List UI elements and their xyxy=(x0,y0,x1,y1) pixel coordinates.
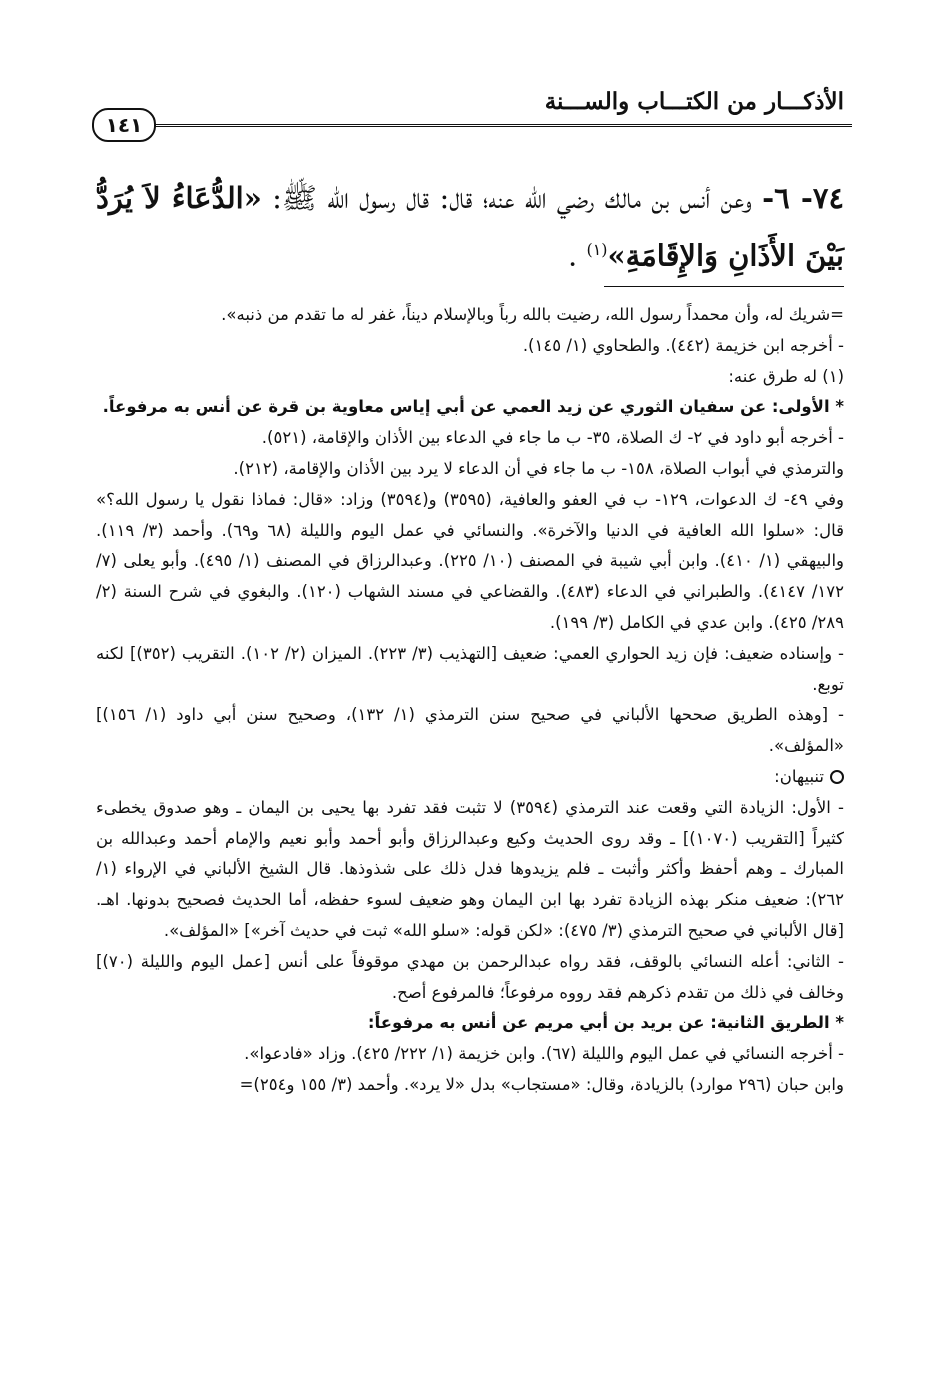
footnote-line: - الأول: الزيادة التي وقعت عند الترمذي (٣٥٩٤) لا تثبت فقد تفرد بها يحيى بن اليمان ـ وهو صدوق يخطىء كثيراً [التقريب (١٠٧٠)] ـ وقد روى الحديث وكيع وعبدالرزاق وأبو أحمد وأبو نعيم والإمام أحمد وعبدالله بن المبارك ـ وهم أحفظ وأكثر وأثبت ـ فلم يزيدوها فدل ذلك على شذوذها. قال الشيخ الألباني في الإرواء (١/ ٢٦٢): ضعيف منكر بهذه الزيادة تفرد بها ابن اليمان وهو ضعيف لسوء حفظه، أما الحديث فصحيح بدونها. اهـ. [قال الألباني في صحيح الترمذي (٣/ ٤٧٥): «لكن قوله: «سلو الله» ثبت في حديث آخر»] «المؤلف». xyxy=(96,797,844,940)
notes-heading: تنبيهان: xyxy=(774,766,824,786)
page-number: ١٤١ xyxy=(92,108,156,142)
footnote-divider xyxy=(604,286,844,287)
footnote-line: - أخرجه النسائي في عمل اليوم والليلة (٦٧). وابن خزيمة (١/ ٢٢٢/ ٤٢٥). وزاد «فادعوا». xyxy=(244,1044,844,1064)
footnote-line: * الطريق الثانية: عن بريد بن أبي مريم عن أنس به مرفوعاً: xyxy=(367,1013,844,1033)
hadith-block xyxy=(96,172,844,282)
footnote-line: وفي ٤٩- ك الدعوات، ١٢٩- ب في العفو والعافية، (٣٥٩٥) و(٣٥٩٤) وزاد: «قال: فماذا نقول يا رسول الله؟» قال: «سلوا الله العافية في الدنيا والآخرة». والنسائي في عمل اليوم والليلة (٦٨ و٦٩). وأحمد (٣/ ١١٩). والبيهقي (١/ ٤١٠). وابن أبي شيبة في المصنف (١٠/ ٢٢٥). وعبدالرزاق في المصنف (١/ ٤٩٥). وأبو يعلى (٧/ ١٧٢/ ٤١٤٧). والطبراني في الدعاء (٤٨٣). والقضاعي في مسند الشهاب (١٢٠). والبغوي في شرح السنة (٢/ ٢٨٩/ ٤٢٥). وابن عدي في الكامل (٣/ ١٩٩). xyxy=(96,489,844,632)
hadith-intro: وعن أنس بن مالك رضي الله عنه؛ قال: قال رسول الله ﷺ: xyxy=(272,181,752,215)
footnote-line: - أخرجه أبو داود في ٢- ك الصلاة، ٣٥- ب ما جاء في الدعاء بين الأذان والإقامة، (٥٢١). xyxy=(261,428,844,448)
footnote-line: وابن حبان (٢٩٦ موارد) بالزيادة، وقال: «مستجاب» بدل «لا يرد». وأحمد (٣/ ١٥٥ و٢٥٤)= xyxy=(239,1074,844,1094)
hadith-end: . xyxy=(568,238,578,273)
footnote-line: والترمذي في أبواب الصلاة، ١٥٨- ب ما جاء في أن الدعاء لا يرد بين الأذان والإقامة، (٢١٢). xyxy=(233,458,844,478)
header-rule xyxy=(154,124,852,127)
page-header xyxy=(92,86,852,146)
footnote-line: - أخرجه ابن خزيمة (٤٤٢). والطحاوي (١/ ١٤٥). xyxy=(522,335,844,355)
footnote-reference: (١) xyxy=(586,240,608,259)
header-title: الأذكـــار من الكتـــاب والســـنة xyxy=(544,88,844,115)
footnote-line: - [وهذه الطريق صححها الألباني في صحيح سنن الترمذي (١/ ١٣٢)، وصحيح سنن أبي داود (١/ ١٥٦)] «المؤلف». xyxy=(96,705,844,756)
footnote-line: =شريك له، وأن محمداً رسول الله، رضيت بالله رباً وبالإسلام ديناً، غفر له ما تقدم من ذنبه». xyxy=(221,305,844,324)
hadith-text: «الدُّعَاءُ لاَ يُرَدُّ بَيْنَ الأَذَانِ وَالإِقَامَةِ» xyxy=(96,181,844,273)
circle-bullet-icon xyxy=(830,770,844,784)
hadith-number: ٧٤- ٦- xyxy=(762,181,845,215)
footnote-line: - وإسناده ضعيف: فإن زيد الحواري العمي: ضعيف [التهذيب (٣/ ٢٢٣). الميزان (٢/ ١٠٢). التقريب (٣٥٢)] لكنه توبع. xyxy=(96,643,844,694)
footnote-line: (١) له طرق عنه: xyxy=(728,366,844,386)
footnote-line: * الأولى: عن سفيان الثوري عن زيد العمي عن أبي إياس معاوية بن قرة عن أنس به مرفوعاً. xyxy=(102,397,844,417)
footnote-line: - الثاني: أعله النسائي بالوقف، فقد رواه عبدالرحمن بن مهدي موقوفاً على أنس [عمل اليوم والليلة (٧٠)] وخالف في ذلك من تقدم ذكرهم فقد رووه مرفوعاً؛ فالمرفوع أصح. xyxy=(96,951,844,1002)
footnote-line xyxy=(96,762,844,793)
footnotes xyxy=(96,300,844,1101)
